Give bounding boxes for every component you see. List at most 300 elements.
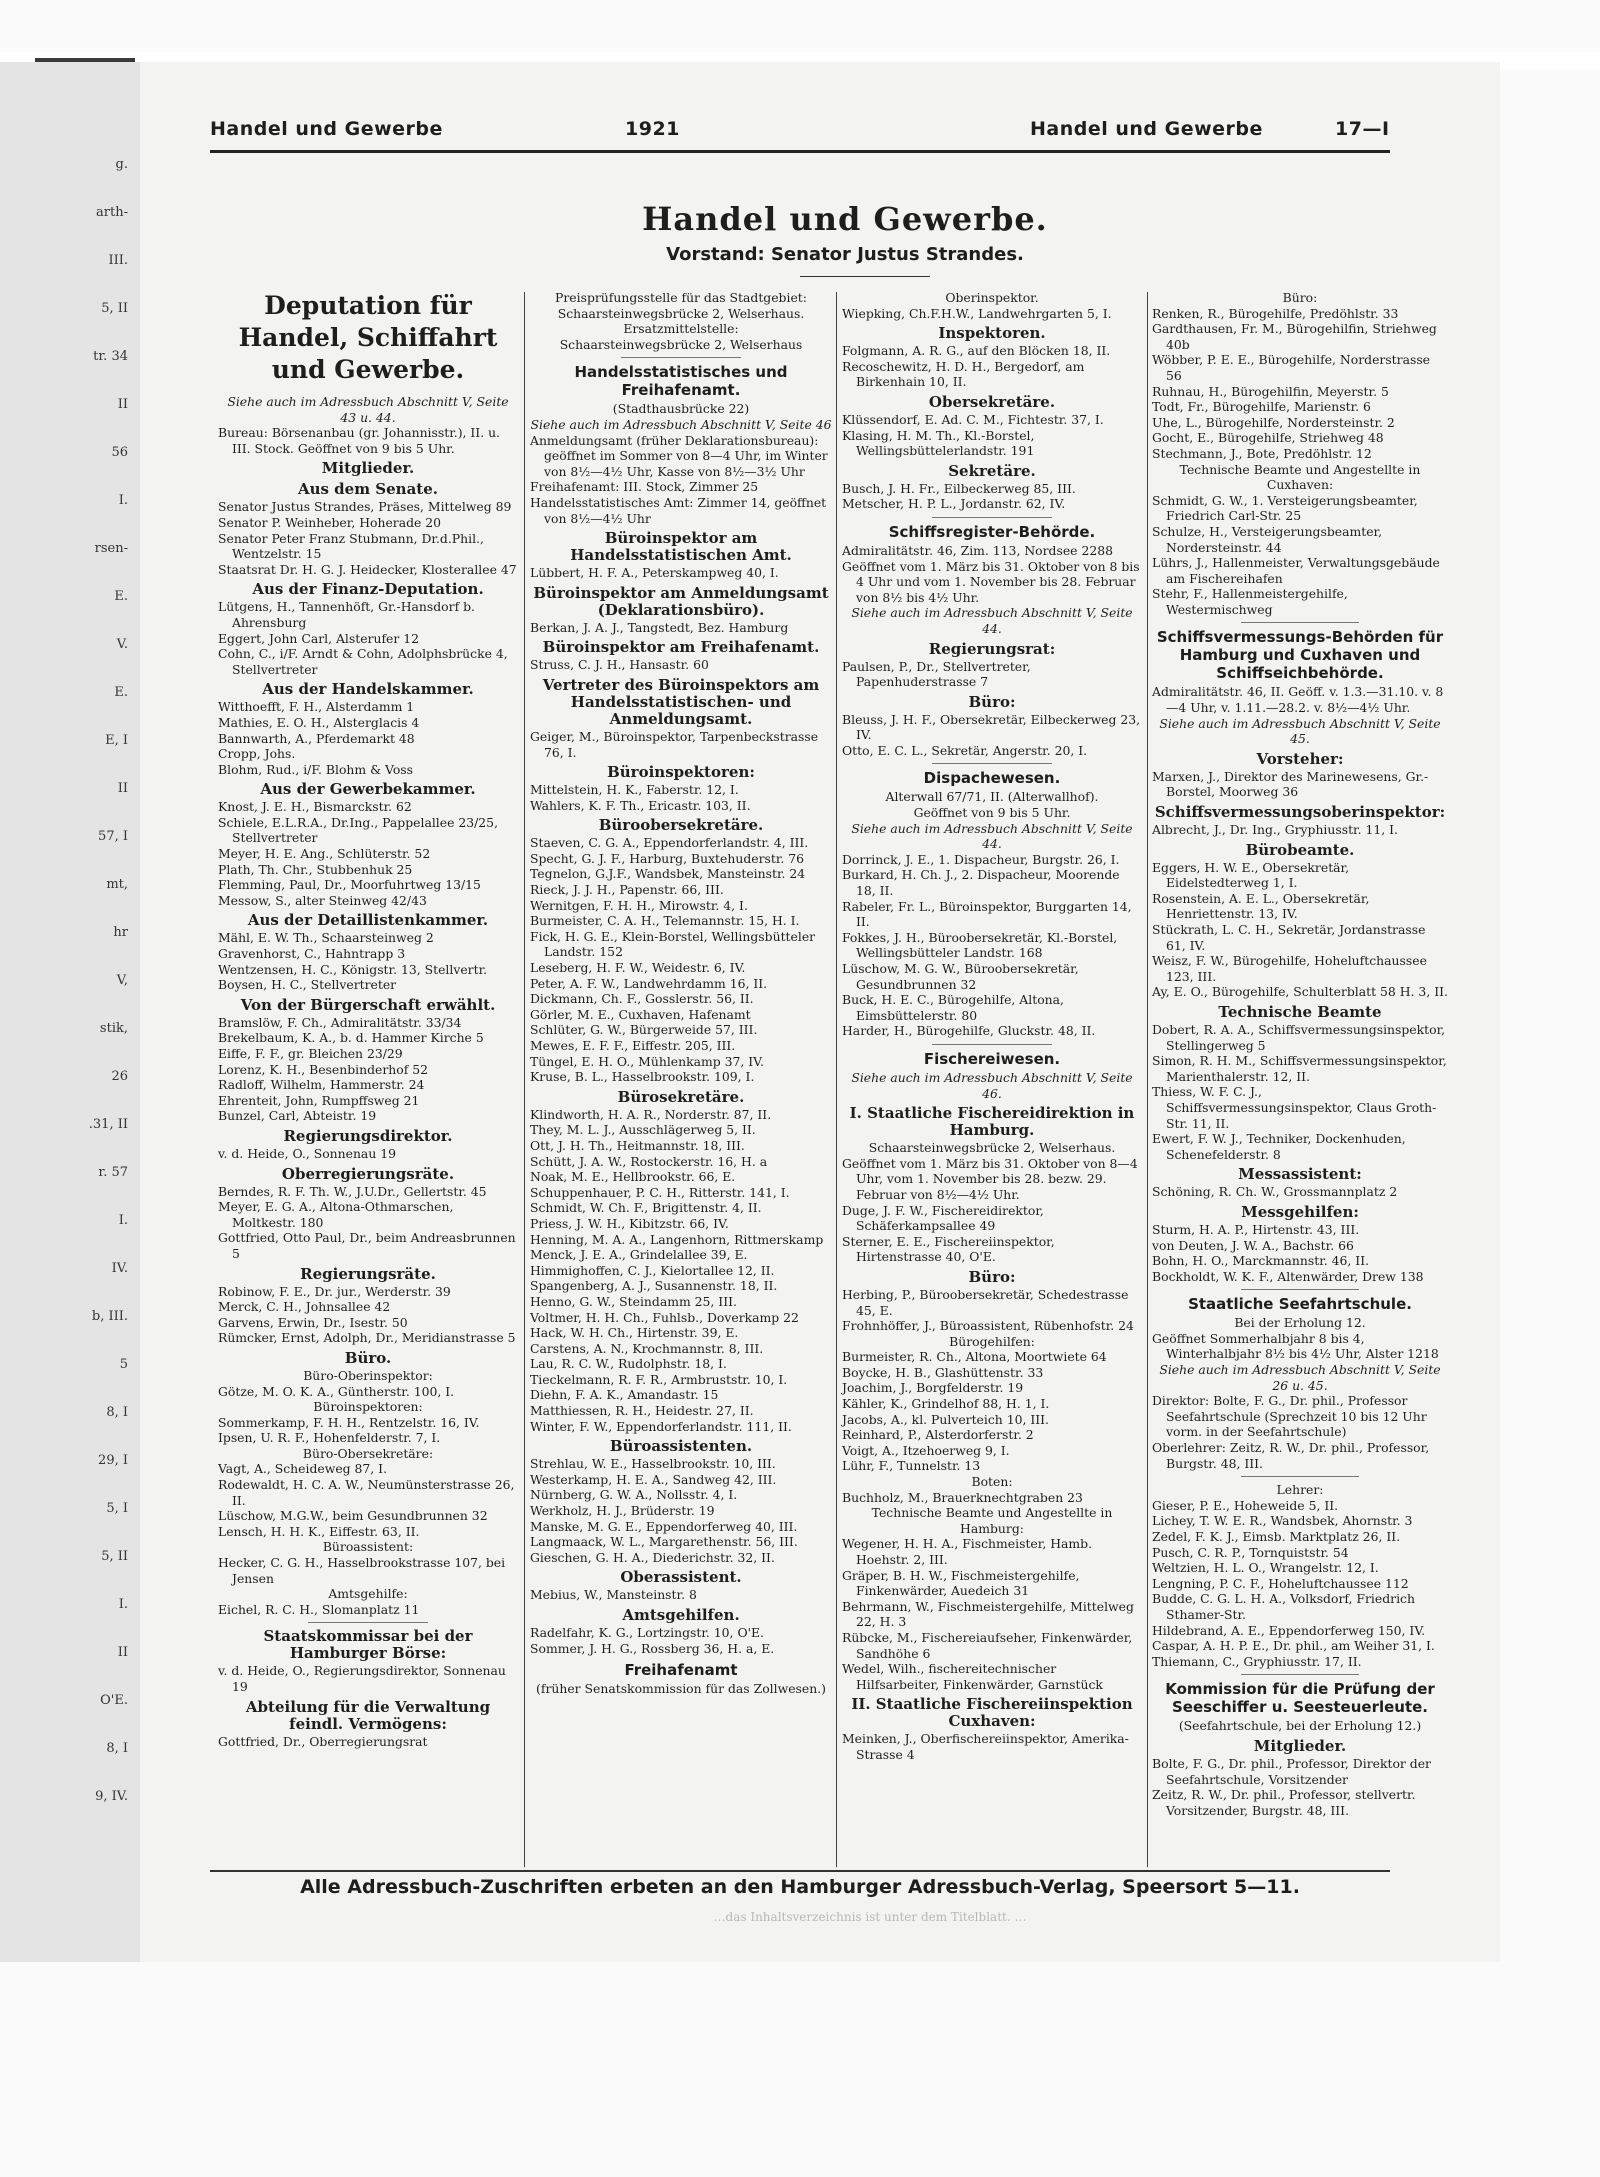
centered-note: Alterwall 67/71, II. (Alterwallhof). xyxy=(885,789,1099,805)
directory-entry: Simon, R. H. M., Schiffsvermessungsinspektor, Marienthalerstr. 12, II. xyxy=(1152,1053,1447,1084)
directory-entry: Mewes, E. F. F., Eiffestr. 205, III. xyxy=(530,1038,736,1053)
cross-reference: Siehe auch im Adressbuch Abschnitt V, Seite 26 u. 45. xyxy=(1159,1362,1441,1393)
previous-page-fragment: r. 57 xyxy=(98,1165,128,1180)
directory-entry: Lührs, J., Hallenmeister, Verwaltungsgebäude am Fischereihafen xyxy=(1152,555,1440,586)
publisher-footer: Alle Adressbuch-Zuschriften erbeten an den Hamburger Adressbuch-Verlag, Speersort 5—11. xyxy=(300,1876,1300,1898)
centered-note: Schaarsteinwegsbrücke 2, Welserhaus. xyxy=(868,1140,1116,1156)
section-separator xyxy=(1241,1289,1359,1290)
directory-entry: Thiess, W. F. C. J., Schiffsvermessungsinspektor, Claus Groth-Str. 11, II. xyxy=(1152,1084,1437,1131)
column-divider xyxy=(836,292,837,1867)
directory-entry: Freihafenamt: III. Stock, Zimmer 25 xyxy=(530,479,759,495)
directory-entry: Blohm, Rud., i/F. Blohm & Voss xyxy=(218,761,414,777)
column-divider xyxy=(1147,292,1148,1867)
directory-entry: Stückrath, L. C. H., Sekretär, Jordanstrasse 61, IV. xyxy=(1152,922,1426,953)
directory-entry: Sommer, J. H. G., Rossberg 36, H. a, E. xyxy=(530,1640,775,1656)
directory-entry: Tüngel, E. H. O., Mühlenkamp 37, IV. xyxy=(530,1053,764,1069)
directory-entry: Bleuss, J. H. F., Obersekretär, Eilbeckerweg 23, IV. xyxy=(842,711,1141,743)
previous-page-fragment: II xyxy=(117,1645,128,1660)
title-divider xyxy=(800,276,930,277)
directory-entry: Weisz, F. W., Bürogehilfe, Hoheluftchaussee 123, III. xyxy=(1152,953,1427,984)
directory-entry: Radelfahr, K. G., Lortzingstr. 10, O'E. xyxy=(530,1625,764,1640)
column-divider xyxy=(524,292,525,1867)
column-2 xyxy=(530,290,832,1697)
centered-note: Büroinspektoren: xyxy=(313,1399,423,1415)
directory-entry: Bureau: Börsenanbau (gr. Johannisstr.), II. u. III. Stock. Geöffnet von 9 bis 5 Uhr. xyxy=(218,425,500,456)
previous-page-fragment: mt, xyxy=(106,877,128,892)
directory-entry: Kruse, B. L., Hasselbrookstr. 109, I. xyxy=(530,1069,755,1085)
cross-reference: Siehe auch im Adressbuch Abschnitt V, Seite 46 xyxy=(530,416,832,432)
directory-entry: Noak, M. E., Hellbrookstr. 66, E. xyxy=(530,1169,736,1185)
deputation-heading: Deputation für Handel, Schiffahrt und Gewerbe. xyxy=(238,291,498,384)
directory-entry: Robinow, F. E., Dr. jur., Werderstr. 39 xyxy=(218,1283,451,1299)
directory-entry: Eichel, R. C. H., Slomanplatz 11 xyxy=(218,1601,420,1617)
section-heading: Bürobeamte. xyxy=(1245,840,1355,859)
previous-page-fragment: III. xyxy=(108,253,128,268)
section-heading: Aus dem Senate. xyxy=(297,480,439,499)
section-heading: Büroinspektoren: xyxy=(607,763,755,782)
centered-note: Oberinspektor. xyxy=(945,290,1039,305)
section-heading: Regierungsdirektor. xyxy=(283,1126,453,1145)
cross-reference: Siehe auch im Adressbuch Abschnitt V, Seite 46. xyxy=(851,1069,1133,1101)
directory-entry: Burmeister, C. A. H., Telemannstr. 15, H. I. xyxy=(530,913,800,929)
directory-entry: Bolte, F. G., Dr. phil., Professor, Direktor der Seefahrtschule, Vorsitzender xyxy=(1152,1755,1431,1787)
bleed-through-text: …das Inhaltsverzeichnis ist unter dem Titelblatt. … xyxy=(713,1910,1027,1924)
directory-entry: Staeven, C. G. A., Eppendorferlandstr. 4, III. xyxy=(530,835,809,851)
section-heading: Büro: xyxy=(968,1267,1016,1286)
directory-entry: Wedel, Wilh., fischereitechnischer Hilfsarbeiter, Finkenwärder, Garnstück xyxy=(842,1661,1103,1692)
previous-page-fragment: g. xyxy=(115,157,128,172)
directory-entry: Dickmann, Ch. F., Gosslerstr. 56, II. xyxy=(530,991,754,1007)
directory-entry: Otto, E. C. L., Sekretär, Angerstr. 20, I. xyxy=(842,742,1088,758)
running-head-right: Handel und Gewerbe xyxy=(1030,118,1263,140)
directory-entry: Oberlehrer: Zeitz, R. W., Dr. phil., Professor, Burgstr. 48, III. xyxy=(1152,1440,1430,1471)
previous-page-fragment: 5, I xyxy=(106,1501,128,1516)
directory-entry: Duge, J. F. W., Fischereidirektor, Schäferkampsallee 49 xyxy=(842,1202,1044,1234)
directory-entry: Geiger, M., Büroinspektor, Tarpenbeckstrasse 76, I. xyxy=(530,728,819,760)
directory-entry: Kähler, K., Grindelhof 88, H. 1, I. xyxy=(842,1396,1050,1412)
directory-entry: Brekelbaum, K. A., b. d. Hammer Kirche 5 xyxy=(218,1030,484,1046)
directory-entry: Meinken, J., Oberfischereiinspektor, Amerika-Strasse 4 xyxy=(842,1731,1129,1762)
column-4 xyxy=(1152,290,1448,1818)
directory-entry: Lichey, T. W. E. R., Wandsbek, Ahornstr. 3 xyxy=(1152,1513,1413,1529)
directory-entry: Voigt, A., Itzehoerweg 9, I. xyxy=(842,1442,1010,1458)
directory-entry: Bockholdt, W. K. F., Altenwärder, Drew 138 xyxy=(1152,1268,1424,1284)
directory-entry: Lüschow, M.G.W., beim Gesundbrunnen 32 xyxy=(218,1508,488,1524)
directory-entry: Burmeister, R. Ch., Altona, Moortwiete 64 xyxy=(842,1349,1107,1365)
office-heading: Staatliche Seefahrtschule. xyxy=(1188,1295,1412,1314)
footer-rule xyxy=(210,1870,1390,1872)
centered-note: Bürogehilfen: xyxy=(949,1333,1035,1349)
page-title: Handel und Gewerbe. xyxy=(642,200,1048,238)
centered-note: Bei der Erholung 12. xyxy=(1234,1315,1366,1331)
directory-entry: Admiralitätstr. 46, Zim. 113, Nordsee 2288 xyxy=(842,542,1113,558)
directory-entry: Uhe, L., Bürogehilfe, Nordersteinstr. 2 xyxy=(1152,414,1395,430)
section-heading: II. Staatliche Fischereiinspektion Cuxhaven: xyxy=(851,1695,1133,1731)
previous-page-fragment: I. xyxy=(118,493,128,508)
centered-note: Technische Beamte und Angestellte in Cuxhaven: xyxy=(1179,461,1421,493)
previous-page-fragment: IV. xyxy=(111,1261,128,1276)
previous-page-fragment: rsen- xyxy=(94,541,128,556)
directory-entry: Marxen, J., Direktor des Marinewesens, Gr.-Borstel, Moorweg 36 xyxy=(1152,768,1429,800)
directory-entry: Bunzel, Carl, Abteistr. 19 xyxy=(218,1108,377,1124)
directory-entry: Strehlau, W. E., Hasselbrookstr. 10, III. xyxy=(530,1456,776,1472)
section-heading: Mitglieder. xyxy=(1253,1736,1347,1755)
previous-page-fragment: 56 xyxy=(111,445,128,460)
directory-entry: Werkholz, H. J., Brüderstr. 19 xyxy=(530,1503,715,1519)
directory-entry: Fokkes, J. H., Büroobersekretär, Kl.-Borstel, Wellingsbütteler Landstr. 168 xyxy=(842,929,1118,961)
section-heading: Obersekretäre. xyxy=(928,392,1056,411)
previous-page-fragment: II xyxy=(117,781,128,796)
previous-page-fragment: b, III. xyxy=(91,1309,128,1324)
directory-entry: Geöffnet vom 1. März bis 31. Oktober von 8—4 Uhr, vom 1. November bis 28. bezw. 29. Februar von 8½—4½ Uhr. xyxy=(842,1155,1138,1202)
section-heading: Vertreter des Büroinspektors am Handelsstatistischen- und Anmeldungsamt. xyxy=(542,675,820,728)
section-heading: Staatskommissar bei der Hamburger Börse: xyxy=(263,1627,473,1663)
directory-entry: Lorenz, K. H., Besenbinderhof 52 xyxy=(218,1061,428,1077)
directory-entry: Wegener, H. H. A., Fischmeister, Hamb. Hoehstr. 2, III. xyxy=(842,1536,1093,1567)
section-heading: Regierungsrat: xyxy=(928,639,1056,658)
directory-entry: Gottfried, Otto Paul, Dr., beim Andreasbrunnen 5 xyxy=(218,1230,516,1261)
directory-entry: Sturm, H. A. P., Hirtenstr. 43, III. xyxy=(1152,1221,1360,1237)
section-heading: Inspektoren. xyxy=(938,324,1046,343)
section-heading: Oberassistent. xyxy=(620,1568,742,1587)
directory-entry: Lensch, H. H. K., Eiffestr. 63, II. xyxy=(218,1523,420,1539)
directory-entry: Ay, E. O., Bürogehilfe, Schulterblatt 58 H. 3, II. xyxy=(1152,984,1448,1000)
section-heading: Büroinspektor am Freihafenamt. xyxy=(542,638,820,657)
directory-entry: Busch, J. H. Fr., Eilbeckerweg 85, III. xyxy=(842,480,1076,496)
directory-entry: Ehrenteit, John, Rumpffsweg 21 xyxy=(218,1092,420,1108)
directory-entry: Ruhnau, H., Bürogehilfin, Meyerstr. 5 xyxy=(1152,383,1389,399)
header-rule xyxy=(210,150,1390,153)
directory-entry: Gardthausen, Fr. M., Bürogehilfin, Striehweg 40b xyxy=(1152,321,1437,352)
directory-entry: Meyer, E. G. A., Altona-Othmarschen, Moltkestr. 180 xyxy=(218,1199,454,1230)
directory-entry: Ott, J. H. Th., Heitmannstr. 18, III. xyxy=(530,1137,745,1153)
directory-entry: Burkard, H. Ch. J., 2. Dispacheur, Moorende 18, II. xyxy=(842,867,1120,899)
section-heading: Regierungsräte. xyxy=(300,1264,436,1283)
previous-page-fragment: II xyxy=(117,397,128,412)
directory-entry: Stehr, F., Hallenmeistergehilfe, Westermischweg xyxy=(1152,586,1348,617)
office-heading: Handelsstatistisches und Freihafenamt. xyxy=(574,363,788,400)
centered-note: Büroassistent: xyxy=(322,1539,414,1555)
directory-entry: Albrecht, J., Dr. Ing., Gryphiusstr. 11, I. xyxy=(1152,822,1398,838)
directory-entry: Handelsstatistisches Amt: Zimmer 14, geöffnet von 8½—4½ Uhr xyxy=(530,494,827,526)
directory-entry: Schmidt, G. W., 1. Versteigerungsbeamter, Friedrich Carl-Str. 25 xyxy=(1152,492,1418,524)
directory-entry: Lübbert, H. F. A., Peterskampweg 40, I. xyxy=(530,565,779,581)
directory-entry: Rieck, J. J. H., Papenstr. 66, III. xyxy=(530,882,724,898)
directory-entry: Gottfried, Dr., Oberregierungsrat xyxy=(218,1733,428,1749)
page-number: 17—I xyxy=(1335,118,1390,140)
directory-entry: Ipsen, U. R. F., Hohenfelderstr. 7, I. xyxy=(218,1430,441,1446)
directory-entry: Lühr, F., Tunnelstr. 13 xyxy=(842,1458,981,1474)
section-heading: Büroinspektor am Handelsstatistischen Amt. xyxy=(570,529,792,565)
section-heading: Aus der Finanz-Deputation. xyxy=(252,580,484,599)
section-heading: Sekretäre. xyxy=(948,461,1036,480)
directory-entry: Ewert, F. W. J., Techniker, Dockenhuden, Schenefelderstr. 8 xyxy=(1152,1131,1406,1162)
directory-entry: Görler, M. E., Cuxhaven, Hafenamt xyxy=(530,1006,751,1022)
section-separator xyxy=(932,1044,1052,1045)
centered-note: Technische Beamte und Angestellte in Hamburg: xyxy=(871,1505,1113,1536)
directory-entry: Rosenstein, A. E. L., Obersekretär, Henriettenstr. 13, IV. xyxy=(1152,890,1370,922)
directory-entry: Manske, M. G. E., Eppendorferweg 40, III. xyxy=(530,1518,798,1534)
previous-page-fragment: arth- xyxy=(96,205,128,220)
directory-entry: Zeitz, R. W., Dr. phil., Professor, stellvertr. Vorsitzender, Burgstr. 48, III. xyxy=(1152,1787,1416,1818)
previous-page-fragment: 29, I xyxy=(98,1453,128,1468)
directory-entry: Klüssendorf, E. Ad. C. M., Fichtestr. 37, I. xyxy=(842,411,1104,427)
office-heading: Freihafenamt xyxy=(624,1661,738,1680)
directory-entry: Caspar, A. H. P. E., Dr. phil., am Weiher 31, I. xyxy=(1152,1638,1435,1654)
directory-entry: Westerkamp, H. E. A., Sandweg 42, III. xyxy=(530,1471,777,1487)
directory-entry: Mebius, W., Mansteinstr. 8 xyxy=(530,1587,697,1603)
directory-entry: Joachim, J., Borgfelderstr. 19 xyxy=(842,1380,1024,1396)
directory-entry: Schuppenhauer, P. C. H., Ritterstr. 141, I. xyxy=(530,1184,790,1200)
directory-entry: Gieser, P. E., Hoheweide 5, II. xyxy=(1152,1497,1339,1513)
section-heading: Oberregierungsräte. xyxy=(281,1164,455,1183)
centered-note: Geöffnet von 9 bis 5 Uhr. xyxy=(913,805,1071,821)
directory-entry: Schulze, H., Versteigerungsbeamter, Nordersteinstr. 44 xyxy=(1152,523,1383,555)
directory-entry: Wiepking, Ch.F.H.W., Landwehrgarten 5, I. xyxy=(842,305,1112,321)
previous-page-fragment: 8, I xyxy=(106,1741,128,1756)
centered-note: Lehrer: xyxy=(1276,1482,1324,1498)
directory-entry: Bramslöw, F. Ch., Admiralitätstr. 33/34 xyxy=(218,1014,462,1030)
previous-page-fragment: I. xyxy=(118,1597,128,1612)
section-separator xyxy=(1241,1674,1359,1675)
directory-entry: Wentzensen, H. C., Königstr. 13, Stellvertr. xyxy=(218,961,488,977)
directory-entry: Winter, F. W., Eppendorferlandstr. 111, II. xyxy=(530,1418,792,1434)
directory-entry: Lengning, P. C. F., Hoheluftchaussee 112 xyxy=(1152,1575,1409,1591)
previous-page-fragment: V. xyxy=(116,637,128,652)
directory-entry: Pusch, C. R. P., Tornquiststr. 54 xyxy=(1152,1544,1349,1560)
office-heading: Schiffsvermessungs-Behörden für Hamburg und Cuxhaven und Schiffseichbehörde. xyxy=(1156,628,1444,683)
directory-entry: Recoschewitz, H. D. H., Bergedorf, am Birkenhain 10, II. xyxy=(842,358,1085,390)
directory-entry: Götze, M. O. K. A., Güntherstr. 100, I. xyxy=(218,1383,455,1399)
directory-entry: Todt, Fr., Bürogehilfe, Marienstr. 6 xyxy=(1152,399,1371,415)
section-heading: Amtsgehilfen. xyxy=(622,1606,740,1624)
directory-entry: Staatsrat Dr. H. G. J. Heidecker, Klosterallee 47 xyxy=(218,561,517,577)
section-heading: Abteilung für die Verwaltung feindl. Vermögens: xyxy=(245,1697,491,1733)
directory-entry: Geöffnet vom 1. März bis 31. Oktober von 8 bis 4 Uhr und vom 1. November bis 28. Februar von 8½ bis 4½ Uhr. xyxy=(842,558,1140,605)
directory-entry: Geöffnet Sommerhalbjahr 8 bis 4, Winterhalbjahr 8½ bis 4½ Uhr, Alster 1218 xyxy=(1152,1330,1439,1362)
column-1 xyxy=(218,290,518,1749)
centered-note: (Stadthausbrücke 22) xyxy=(612,401,750,417)
directory-entry: Klasing, H. M. Th., Kl.-Borstel, Wellingsbüttelerlandstr. 191 xyxy=(842,427,1035,459)
directory-entry: Senator Peter Franz Stubmann, Dr.d.Phil., Wentzelstr. 15 xyxy=(218,530,484,562)
directory-entry: von Deuten, J. W. A., Bachstr. 66 xyxy=(1152,1237,1354,1253)
directory-entry: Berndes, R. F. Th. W., J.U.Dr., Gellertstr. 45 xyxy=(218,1183,487,1199)
directory-entry: Spangenberg, A. J., Susannenstr. 18, II. xyxy=(530,1278,778,1294)
section-heading: Vorsteher: xyxy=(1256,749,1344,768)
directory-entry: They, M. L. J., Ausschlägerweg 5, II. xyxy=(530,1122,756,1138)
directory-entry: Budde, C. G. L. H. A., Volksdorf, Friedrich Sthamer-Str. xyxy=(1152,1591,1415,1622)
cross-reference: Siehe auch im Adressbuch Abschnitt V, Seite 43 u. 44. xyxy=(227,394,509,425)
directory-entry: Himmighoffen, C. J., Kielortallee 12, II. xyxy=(530,1262,775,1278)
directory-entry: Garvens, Erwin, Dr., Isestr. 50 xyxy=(218,1314,408,1330)
directory-entry: Schiele, E.L.R.A., Dr.Ing., Pappelallee 23/25, Stellvertreter xyxy=(218,814,499,846)
directory-entry: Reinhard, P., Alsterdorferstr. 2 xyxy=(842,1427,1034,1443)
previous-page-fragment: stik, xyxy=(99,1021,128,1036)
directory-entry: Schmidt, W. Ch. F., Brigittenstr. 4, II. xyxy=(530,1200,762,1216)
centered-note: Büro-Oberinspektor: xyxy=(303,1367,433,1383)
previous-page-fragment: 9, IV. xyxy=(95,1789,128,1804)
directory-entry: Hack, W. H. Ch., Hirtenstr. 39, E. xyxy=(530,1325,739,1341)
centered-note: Ersatzmittelstelle: xyxy=(623,321,739,337)
directory-entry: Lütgens, H., Tannenhöft, Gr.-Hansdorf b. Ahrensburg xyxy=(218,599,475,630)
directory-entry: Struss, C. J. H., Hansastr. 60 xyxy=(530,657,709,673)
directory-entry: Henning, M. A. A., Langenhorn, Rittmerskamp xyxy=(530,1231,824,1247)
directory-entry: Mittelstein, H. K., Faberstr. 12, I. xyxy=(530,782,739,798)
directory-entry: Wahlers, K. F. Th., Ericastr. 103, II. xyxy=(530,797,751,813)
directory-entry: Rümcker, Ernst, Adolph, Dr., Meridianstrasse 5 xyxy=(218,1330,516,1346)
directory-entry: Diehn, F. A. K., Amandastr. 15 xyxy=(530,1387,719,1403)
directory-entry: Mathies, E. O. H., Alsterglacis 4 xyxy=(218,714,420,730)
section-heading: Büro. xyxy=(344,1348,392,1367)
section-separator xyxy=(1241,622,1359,623)
directory-entry: Schlüter, G. W., Bürgerweide 57, III. xyxy=(530,1022,758,1038)
section-separator xyxy=(621,357,742,358)
previous-page-fragment: E, I xyxy=(105,733,128,748)
section-heading: Mitglieder. xyxy=(321,459,415,478)
directory-entry: Bohn, H. O., Marckmannstr. 46, II. xyxy=(1152,1253,1370,1269)
directory-entry: Buck, H. E. C., Bürogehilfe, Altona, Eimsbüttelerstr. 80 xyxy=(842,992,1064,1023)
section-heading: Von der Bürgerschaft erwählt. xyxy=(240,995,496,1014)
office-heading: Schiffsregister-Behörde. xyxy=(888,522,1096,541)
page-subtitle: Vorstand: Senator Justus Strandes. xyxy=(666,244,1024,265)
directory-entry: Merck, C. H., Johnsallee 42 xyxy=(218,1299,391,1315)
directory-entry: Zedel, F. K. J., Eimsb. Marktplatz 26, II. xyxy=(1152,1529,1401,1544)
cross-reference: Siehe auch im Adressbuch Abschnitt V, Seite 44. xyxy=(851,605,1133,636)
directory-entry: Menck, J. E. A., Grindelallee 39, E. xyxy=(530,1247,748,1263)
directory-entry: Gocht, E., Bürogehilfe, Striehweg 48 xyxy=(1152,430,1384,446)
directory-entry: Wernitgen, F. H. H., Mirowstr. 4, I. xyxy=(530,897,748,913)
directory-entry: Senator Justus Strandes, Präses, Mittelweg 89 xyxy=(218,499,512,515)
previous-page-fragment: 5, II xyxy=(101,1549,128,1564)
directory-entry: Henno, G. W., Steindamm 25, III. xyxy=(530,1293,737,1309)
previous-page-fragment: 5, II xyxy=(101,301,128,316)
section-heading: Schiffsvermessungsoberinspektor: xyxy=(1154,803,1446,822)
running-head xyxy=(210,118,1390,146)
directory-entry: Admiralitätstr. 46, II. Geöff. v. 1.3.—31.10. v. 8—4 Uhr, v. 1.11.—28.2. v. 8½—4½ Uhr. xyxy=(1152,684,1444,716)
directory-entry: Schütt, J. A. W., Rostockerstr. 16, H. a xyxy=(530,1153,768,1169)
directory-entry: Jacobs, A., kl. Pulverteich 10, III. xyxy=(842,1411,1049,1427)
directory-entry: Mähl, E. W. Th., Schaarsteinweg 2 xyxy=(218,930,434,946)
section-heading: Büroassistenten. xyxy=(609,1437,753,1456)
directory-entry: Bannwarth, A., Pferdemarkt 48 xyxy=(218,730,415,746)
directory-entry: Lau, R. C. W., Rudolphstr. 18, I. xyxy=(530,1356,727,1372)
directory-entry: Eiffe, F. F., gr. Bleichen 23/29 xyxy=(218,1046,403,1061)
centered-note: Preisprüfungsstelle für das Stadtgebiet: xyxy=(555,290,807,305)
directory-entry: Priess, J. W. H., Kibitzstr. 66, IV. xyxy=(530,1215,729,1231)
directory-entry: Boysen, H. C., Stellvertreter xyxy=(218,977,397,993)
cross-reference: Siehe auch im Adressbuch Abschnitt V, Seite 45. xyxy=(1159,715,1441,747)
directory-entry: Rabeler, Fr. L., Büroinspektor, Burggarten 14, II. xyxy=(842,898,1132,930)
directory-entry: Weltzien, H. L. O., Wrangelstr. 12, I. xyxy=(1152,1560,1379,1576)
section-separator xyxy=(932,517,1052,518)
centered-note: Büro: xyxy=(1282,290,1318,305)
office-heading: Kommission für die Prüfung der Seeschiffer u. Seesteuerleute. xyxy=(1165,1680,1435,1717)
directory-entry: Anmeldungsamt (früher Deklarationsbureau): geöffnet im Sommer von 8—4 Uhr, im Winter von 8½—4½ Uhr, Kasse von 8½—3½ Uhr xyxy=(530,432,828,479)
directory-entry: Tegnelon, G.J.F., Wandsbek, Mansteinstr. 24 xyxy=(530,866,806,882)
directory-entry: Thiemann, C., Gryphiusstr. 17, II. xyxy=(1152,1653,1362,1669)
section-heading: I. Staatliche Fischereidirektion in Hamburg. xyxy=(849,1104,1135,1140)
directory-entry: Knost, J. E. H., Bismarckstr. 62 xyxy=(218,799,412,815)
centered-note: Amtsgehilfe: xyxy=(328,1586,408,1602)
directory-entry: Voltmer, H. H. Ch., Fuhlsb., Doverkamp 22 xyxy=(530,1309,799,1325)
directory-entry: Langmaack, W. L., Margarethenstr. 56, III. xyxy=(530,1534,798,1550)
centered-note: Büro-Obersekretäre: xyxy=(302,1445,434,1461)
section-heading: Büroobersekretäre. xyxy=(598,816,764,835)
directory-entry: Metscher, H. P. L., Jordanstr. 62, IV. xyxy=(842,496,1066,512)
section-heading: Aus der Handelskammer. xyxy=(262,680,474,699)
section-heading: Technische Beamte xyxy=(1218,1002,1382,1021)
directory-entry: Dobert, R. A. A., Schiffsvermessungsinspektor, Stellingerweg 5 xyxy=(1152,1021,1446,1053)
previous-page-fragment: 57, I xyxy=(98,829,128,844)
directory-entry: Boycke, H. B., Glashüttenstr. 33 xyxy=(842,1364,1044,1380)
directory-entry: Behrmann, W., Fischmeistergehilfe, Mittelweg 22, H. 3 xyxy=(842,1598,1134,1630)
directory-entry: Folgmann, A. R. G., auf den Blöcken 18, II. xyxy=(842,343,1111,359)
directory-entry: Rübcke, M., Fischereiaufseher, Finkenwärder, Sandhöhe 6 xyxy=(842,1629,1133,1661)
directory-entry: Eggers, H. W. E., Obersekretär, Eidelstedterweg 1, I. xyxy=(1152,859,1350,891)
centered-note: (früher Senatskommission für das Zollwesen.) xyxy=(536,1681,826,1697)
directory-entry: Witthoefft, F. H., Alsterdamm 1 xyxy=(218,699,415,715)
previous-page-fragment: I. xyxy=(118,1213,128,1228)
directory-entry: Messow, S., alter Steinweg 42/43 xyxy=(218,892,427,908)
previous-page-fragment: 5 xyxy=(119,1357,128,1372)
directory-entry: Frohnhöffer, J., Büroassistent, Rübenhofstr. 24 xyxy=(842,1318,1134,1334)
section-heading: Aus der Detaillistenkammer. xyxy=(247,911,489,930)
previous-page-fragment: E. xyxy=(114,685,128,700)
office-heading: Dispachewesen. xyxy=(923,769,1061,788)
previous-page-fragment: hr xyxy=(113,925,128,940)
directory-entry: Gräper, B. H. W., Fischmeistergehilfe, Finkenwärder, Auedeich 31 xyxy=(842,1567,1080,1599)
previous-page-fragment: .31, II xyxy=(88,1117,128,1132)
centered-note: Schaarsteinwegsbrücke 2, Welserhaus. xyxy=(557,305,805,321)
directory-entry: v. d. Heide, O., Regierungsdirektor, Sonnenau 19 xyxy=(218,1663,506,1694)
directory-entry: Schöning, R. Ch. W., Grossmannplatz 2 xyxy=(1152,1184,1398,1200)
centered-note: Schaarsteinwegsbrücke 2, Welserhaus xyxy=(559,336,803,352)
directory-entry: Hecker, C. G. H., Hasselbrookstrasse 107, bei Jensen xyxy=(218,1555,506,1586)
directory-entry: Herbing, P., Büroobersekretär, Schedestrasse 45, E. xyxy=(842,1286,1129,1318)
directory-entry: Fick, H. G. E., Klein-Borstel, Wellingsbütteler Landstr. 152 xyxy=(530,928,816,960)
office-heading: Fischereiwesen. xyxy=(923,1049,1061,1068)
directory-entry: Meyer, H. E. Ang., Schlüterstr. 52 xyxy=(218,846,431,862)
section-separator xyxy=(308,1622,428,1623)
directory-entry: Peter, A. F. W., Landwehrdamm 16, II. xyxy=(530,975,768,991)
directory-entry: Nürnberg, G. W. A., Nollsstr. 4, I. xyxy=(530,1487,738,1503)
directory-entry: Stechmann, J., Bote, Predöhlstr. 12 xyxy=(1152,445,1372,461)
previous-page-fragment: 26 xyxy=(111,1069,128,1084)
directory-entry: Dorrinck, J. E., 1. Dispacheur, Burgstr. 26, I. xyxy=(842,851,1120,867)
section-heading: Büro: xyxy=(968,692,1016,711)
directory-entry: Cropp, Johs. xyxy=(218,746,296,762)
previous-page-edge xyxy=(0,62,142,1962)
section-separator xyxy=(1241,1476,1359,1477)
directory-entry: Wöbber, P. E. E., Bürogehilfe, Norderstrasse 56 xyxy=(1152,352,1431,383)
directory-entry: Buchholz, M., Brauerknechtgraben 23 xyxy=(842,1489,1083,1505)
directory-entry: Direktor: Bolte, F. G., Dr. phil., Professor Seefahrtschule (Sprechzeit 10 bis 12 Uhr vorm. in der Seefahrtschule) xyxy=(1152,1393,1427,1440)
directory-entry: Flemming, Paul, Dr., Moorfuhrtweg 13/15 xyxy=(218,877,481,893)
directory-entry: Berkan, J. A. J., Tangstedt, Bez. Hamburg xyxy=(530,619,789,635)
directory-entry: Sterner, E. E., Fischereiinspektor, Hirtenstrasse 40, O'E. xyxy=(842,1233,1055,1265)
directory-entry: Tieckelmann, R. F. R., Armbruststr. 10, I. xyxy=(530,1371,788,1387)
directory-entry: Klindworth, H. A. R., Norderstr. 87, II. xyxy=(530,1106,772,1122)
section-separator xyxy=(932,763,1052,764)
directory-entry: Specht, G. J. F., Harburg, Buxtehuderstr. 76 xyxy=(530,850,805,866)
directory-entry: Plath, Th. Chr., Stubbenhuk 25 xyxy=(218,861,413,877)
directory-entry: Matthiessen, R. H., Heidestr. 27, II. xyxy=(530,1403,754,1419)
directory-entry: Sommerkamp, F. H. H., Rentzelstr. 16, IV. xyxy=(218,1414,480,1430)
directory-entry: Paulsen, P., Dr., Stellvertreter, Papenhuderstrasse 7 xyxy=(842,658,1031,690)
directory-entry: Gieschen, G. H. A., Diederichstr. 32, II. xyxy=(530,1549,775,1565)
previous-page-fragment: tr. 34 xyxy=(93,349,128,364)
previous-page-fragment: V, xyxy=(116,973,128,988)
